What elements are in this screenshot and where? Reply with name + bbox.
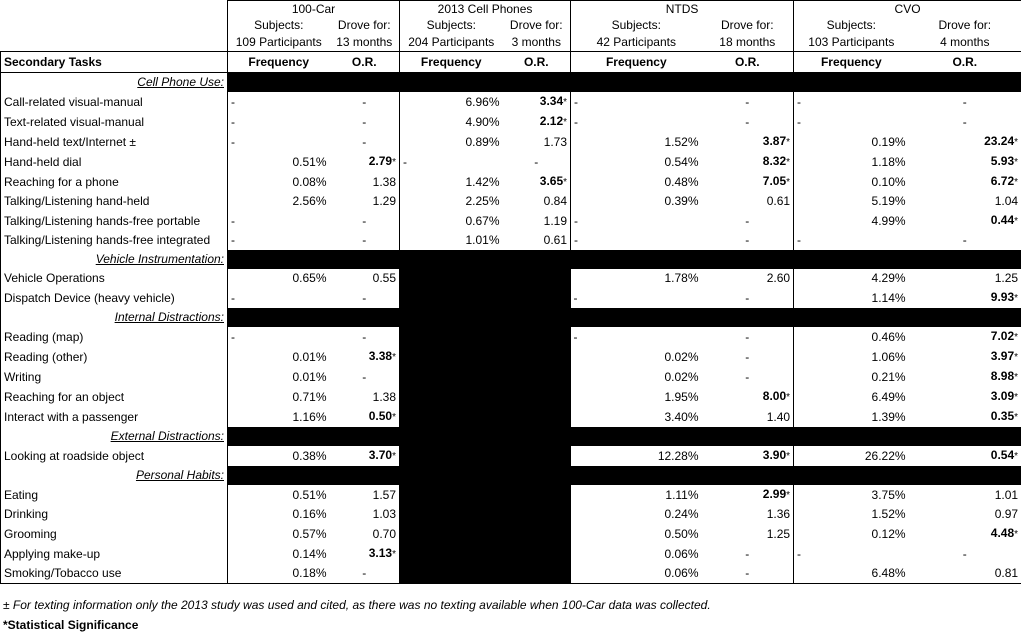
odds-ratio-value: 3.09 bbox=[990, 389, 1015, 403]
task-label: Interact with a passenger bbox=[1, 407, 228, 427]
section-bar bbox=[228, 308, 1021, 327]
participants-value: 204 Participants bbox=[400, 33, 503, 52]
frequency-cell: - bbox=[231, 213, 235, 228]
frequency-cell: 6.96% bbox=[465, 94, 500, 109]
table-row bbox=[1, 485, 1021, 505]
subjects-label: Subjects: bbox=[426, 18, 476, 32]
odds-ratio-cell: - bbox=[702, 231, 794, 250]
significance-mark: * bbox=[1014, 216, 1019, 227]
frequency-cell: 0.48% bbox=[664, 174, 699, 189]
significance-mark: * bbox=[1014, 529, 1019, 540]
table-row bbox=[1, 211, 1021, 231]
odds-ratio-value: 2.79 bbox=[368, 154, 393, 168]
or-header: O.R. bbox=[702, 52, 794, 73]
table-row bbox=[1, 231, 1021, 250]
odds-ratio-cell bbox=[909, 407, 1021, 427]
frequency-cell: 0.54% bbox=[664, 154, 699, 169]
table-row bbox=[1, 387, 1021, 407]
frequency-cell: 1.52% bbox=[871, 507, 906, 521]
task-label: Talking/Listening hand-held bbox=[1, 192, 228, 211]
odds-ratio-cell: 1.29 bbox=[330, 192, 400, 211]
odds-ratio-cell: 1.19 bbox=[503, 211, 571, 231]
odds-ratio-cell: - bbox=[330, 367, 400, 387]
significance-mark: * bbox=[563, 117, 568, 128]
odds-ratio-value: 9.93 bbox=[990, 290, 1015, 304]
odds-ratio-cell: 0.55 bbox=[330, 269, 400, 288]
frequency-cell: 0.02% bbox=[664, 369, 699, 384]
frequency-cell: 0.12% bbox=[871, 526, 906, 541]
odds-ratio-cell: 1.40 bbox=[702, 407, 794, 427]
frequency-cell: 6.49% bbox=[871, 389, 906, 404]
odds-ratio-cell bbox=[503, 92, 571, 112]
odds-ratio-cell: 1.25 bbox=[702, 524, 794, 544]
no-data-block bbox=[400, 564, 571, 584]
task-label: Hand-held text/Internet ± bbox=[1, 132, 228, 152]
group-name-row bbox=[1, 1, 1021, 18]
table-row bbox=[1, 172, 1021, 192]
table-row bbox=[1, 112, 1021, 132]
drove-value: 13 months bbox=[330, 33, 400, 52]
frequency-cell: - bbox=[231, 233, 235, 247]
task-label: Hand-held dial bbox=[1, 152, 228, 172]
section-label: Cell Phone Use: bbox=[1, 73, 228, 93]
odds-ratio-value: 8.98 bbox=[990, 369, 1015, 383]
frequency-cell: 0.01% bbox=[292, 349, 327, 364]
no-data-block bbox=[400, 387, 571, 407]
task-label: Eating bbox=[1, 485, 228, 505]
odds-ratio-cell: - bbox=[330, 288, 400, 308]
or-header: O.R. bbox=[330, 52, 400, 73]
odds-ratio-cell bbox=[702, 172, 794, 192]
task-label: Reaching for an object bbox=[1, 387, 228, 407]
frequency-cell: - bbox=[573, 329, 578, 344]
frequency-cell: - bbox=[231, 134, 235, 149]
significance-mark: * bbox=[1014, 137, 1019, 148]
odds-ratio-value: 2.99 bbox=[762, 487, 787, 501]
frequency-cell: 4.29% bbox=[871, 271, 906, 285]
significance-mark: * bbox=[786, 157, 791, 168]
odds-ratio-value: 7.02 bbox=[990, 329, 1015, 343]
odds-ratio-cell: 0.97 bbox=[909, 505, 1021, 524]
odds-ratio-value: 3.97 bbox=[990, 349, 1015, 363]
odds-ratio-cell bbox=[909, 347, 1021, 367]
odds-ratio-cell: - bbox=[702, 347, 794, 367]
group-name: 100-Car bbox=[228, 1, 400, 18]
significance-mark: * bbox=[392, 412, 397, 423]
section-row bbox=[1, 308, 1021, 327]
frequency-header: Frequency bbox=[228, 52, 330, 73]
odds-ratio-cell: - bbox=[702, 112, 794, 132]
odds-ratio-cell bbox=[503, 172, 571, 192]
drove-value: 4 months bbox=[909, 33, 1021, 52]
odds-ratio-cell: 0.61 bbox=[503, 231, 571, 250]
odds-ratio-cell: - bbox=[330, 231, 400, 250]
frequency-cell: 1.06% bbox=[871, 349, 906, 364]
subjects-label: Subjects: bbox=[611, 18, 661, 32]
significance-mark: * bbox=[786, 392, 791, 403]
drove-label: Drove for: bbox=[702, 17, 794, 33]
frequency-cell: 26.22% bbox=[864, 448, 906, 463]
odds-ratio-cell: 1.03 bbox=[330, 505, 400, 524]
table-row bbox=[1, 269, 1021, 288]
task-label: Drinking bbox=[1, 505, 228, 524]
frequency-cell: 0.50% bbox=[664, 526, 699, 541]
odds-ratio-cell: - bbox=[702, 544, 794, 564]
section-label: Internal Distractions: bbox=[1, 308, 228, 327]
table-row bbox=[1, 564, 1021, 584]
frequency-cell: - bbox=[797, 233, 802, 247]
no-data-block bbox=[400, 327, 571, 347]
frequency-cell: - bbox=[231, 94, 235, 109]
odds-ratio-cell bbox=[909, 367, 1021, 387]
frequency-cell: 3.40% bbox=[664, 409, 699, 424]
odds-ratio-cell bbox=[909, 132, 1021, 152]
frequency-cell: 0.08% bbox=[292, 174, 327, 189]
significance-mark: * bbox=[392, 549, 397, 560]
column-header-row bbox=[1, 52, 1021, 73]
odds-ratio-cell bbox=[909, 387, 1021, 407]
significance-mark: * bbox=[786, 451, 791, 462]
significance-mark: * bbox=[786, 177, 791, 188]
task-label: Looking at roadside object bbox=[1, 446, 228, 466]
odds-ratio-cell: 1.38 bbox=[330, 172, 400, 192]
frequency-cell: 0.06% bbox=[571, 564, 702, 584]
significance-mark: * bbox=[786, 490, 791, 501]
frequency-cell: - bbox=[797, 114, 802, 129]
frequency-cell: - bbox=[797, 94, 802, 109]
section-row bbox=[1, 466, 1021, 485]
significance-mark: * bbox=[392, 157, 397, 168]
frequency-cell: 4.90% bbox=[465, 114, 500, 129]
odds-ratio-cell: - bbox=[909, 112, 1021, 132]
significance-mark: * bbox=[786, 137, 791, 148]
table-row bbox=[1, 367, 1021, 387]
odds-ratio-value: 8.32 bbox=[762, 154, 787, 168]
texting-footnote: ± For texting information only the 2013 study was used and cited, as there was no texting available when 100-Car data was collected. bbox=[3, 598, 711, 612]
odds-ratio-value: 5.93 bbox=[990, 154, 1015, 168]
significance-mark: * bbox=[1014, 332, 1019, 343]
frequency-cell: - bbox=[231, 114, 235, 129]
group-name: 2013 Cell Phones bbox=[400, 1, 571, 18]
table-row bbox=[1, 152, 1021, 172]
frequency-cell: - bbox=[574, 233, 579, 247]
table-row bbox=[1, 288, 1021, 308]
frequency-cell: - bbox=[403, 154, 408, 169]
task-label: Talking/Listening hands-free portable bbox=[1, 211, 228, 231]
task-label: Vehicle Operations bbox=[1, 269, 228, 288]
section-label: Vehicle Instrumentation: bbox=[1, 250, 228, 269]
table-row bbox=[1, 327, 1021, 347]
task-label: Dispatch Device (heavy vehicle) bbox=[1, 288, 228, 308]
significance-mark: * bbox=[1014, 157, 1019, 168]
frequency-cell: 1.78% bbox=[664, 271, 699, 285]
table-row bbox=[1, 446, 1021, 466]
odds-ratio-cell: - bbox=[909, 92, 1021, 112]
no-data-block bbox=[400, 347, 571, 367]
odds-ratio-cell bbox=[702, 152, 794, 172]
no-data-block bbox=[400, 407, 571, 427]
frequency-cell: - bbox=[573, 290, 578, 305]
frequency-cell: - bbox=[231, 290, 235, 305]
frequency-cell: 12.28% bbox=[657, 448, 699, 463]
odds-ratio-cell: 0.81 bbox=[909, 564, 1021, 584]
section-row bbox=[1, 73, 1021, 93]
significance-mark: * bbox=[563, 177, 568, 188]
odds-ratio-cell: - bbox=[330, 211, 400, 231]
frequency-cell: 0.71% bbox=[292, 389, 327, 404]
frequency-header: Frequency bbox=[400, 52, 503, 73]
no-data-block bbox=[400, 446, 571, 466]
odds-ratio-cell: - bbox=[330, 327, 400, 347]
significance-mark: * bbox=[1014, 451, 1019, 462]
table-row bbox=[1, 192, 1021, 211]
odds-ratio-cell: 0.61 bbox=[702, 192, 794, 211]
odds-ratio-cell: - bbox=[909, 231, 1021, 250]
frequency-cell: 0.16% bbox=[292, 507, 327, 521]
odds-ratio-cell: 1.25 bbox=[909, 269, 1021, 288]
odds-ratio-cell: 0.70 bbox=[330, 524, 400, 544]
task-label: Smoking/Tobacco use bbox=[1, 564, 228, 584]
odds-ratio-cell: - bbox=[330, 132, 400, 152]
frequency-cell: 0.19% bbox=[871, 134, 906, 149]
frequency-cell: 0.18% bbox=[228, 564, 330, 584]
frequency-cell: 2.25% bbox=[465, 194, 500, 208]
odds-ratio-cell bbox=[909, 152, 1021, 172]
table-row bbox=[1, 132, 1021, 152]
frequency-cell: - bbox=[574, 114, 579, 129]
odds-ratio-cell: 1.01 bbox=[909, 485, 1021, 505]
table-row bbox=[1, 92, 1021, 112]
odds-ratio-cell bbox=[702, 485, 794, 505]
drove-label: Drove for: bbox=[330, 17, 400, 33]
odds-ratio-value: 4.48 bbox=[990, 526, 1015, 540]
section-label: Personal Habits: bbox=[1, 466, 228, 485]
frequency-cell: 0.57% bbox=[292, 526, 327, 541]
odds-ratio-value: 3.70 bbox=[368, 448, 393, 462]
drove-value: 18 months bbox=[702, 33, 794, 52]
odds-ratio-cell: - bbox=[702, 92, 794, 112]
frequency-cell: - bbox=[574, 94, 579, 109]
significance-mark: * bbox=[392, 451, 397, 462]
frequency-cell: 1.14% bbox=[871, 290, 906, 305]
frequency-cell: 3.75% bbox=[871, 487, 906, 502]
frequency-cell: 1.18% bbox=[871, 154, 906, 169]
significance-mark: * bbox=[1014, 177, 1019, 188]
odds-ratio-cell bbox=[702, 446, 794, 466]
frequency-cell: 0.51% bbox=[292, 487, 327, 502]
odds-ratio-value: 0.35 bbox=[990, 409, 1015, 423]
section-bar bbox=[228, 466, 1021, 485]
task-label: Reading (other) bbox=[1, 347, 228, 367]
secondary-tasks-header: Secondary Tasks bbox=[1, 52, 228, 73]
frequency-cell: 0.39% bbox=[664, 194, 699, 208]
participants-row bbox=[1, 33, 1021, 52]
odds-ratio-cell: - bbox=[330, 112, 400, 132]
frequency-cell: 0.01% bbox=[292, 369, 327, 384]
no-data-block bbox=[400, 544, 571, 564]
odds-ratio-cell: - bbox=[702, 367, 794, 387]
section-label: External Distractions: bbox=[1, 427, 228, 446]
group-name: CVO bbox=[794, 1, 1021, 18]
odds-ratio-cell bbox=[330, 152, 400, 172]
drove-value: 3 months bbox=[503, 33, 571, 52]
odds-ratio-cell: 1.38 bbox=[330, 387, 400, 407]
frequency-cell: 1.52% bbox=[664, 134, 699, 149]
frequency-cell: 1.11% bbox=[665, 487, 699, 502]
odds-ratio-value: 3.65 bbox=[539, 174, 564, 188]
task-label: Talking/Listening hands-free integrated bbox=[1, 231, 228, 250]
significance-mark: * bbox=[1014, 412, 1019, 423]
significance-mark: * bbox=[392, 352, 397, 363]
table-row bbox=[1, 505, 1021, 524]
frequency-cell: 1.95% bbox=[664, 389, 699, 404]
no-data-block bbox=[400, 269, 571, 288]
subjects-label: Subjects: bbox=[228, 17, 330, 33]
significance-mark: * bbox=[1014, 392, 1019, 403]
odds-ratio-cell: 1.57 bbox=[330, 485, 400, 505]
frequency-cell: 0.46% bbox=[871, 329, 906, 344]
odds-ratio-cell bbox=[909, 172, 1021, 192]
frequency-cell: 0.02% bbox=[664, 349, 699, 364]
odds-ratio-cell: 1.73 bbox=[503, 132, 571, 152]
frequency-cell: 1.39% bbox=[871, 409, 906, 424]
group-name: NTDS bbox=[571, 1, 794, 18]
odds-ratio-cell: - bbox=[702, 327, 794, 347]
odds-ratio-cell: 1.36 bbox=[702, 505, 794, 524]
table-row bbox=[1, 347, 1021, 367]
no-data-block bbox=[400, 485, 571, 505]
subjects-row bbox=[1, 17, 1021, 33]
odds-ratio-value: 23.24 bbox=[984, 134, 1015, 148]
no-data-block bbox=[400, 288, 571, 308]
odds-ratio-value: 3.13 bbox=[368, 546, 393, 560]
odds-ratio-cell: - bbox=[330, 92, 400, 112]
odds-ratio-cell bbox=[330, 446, 400, 466]
frequency-cell: 0.38% bbox=[292, 448, 327, 463]
frequency-cell: - bbox=[231, 329, 235, 344]
frequency-header: Frequency bbox=[571, 52, 702, 73]
or-header: O.R. bbox=[503, 52, 571, 73]
odds-ratio-value: 3.87 bbox=[762, 134, 787, 148]
task-label: Reaching for a phone bbox=[1, 172, 228, 192]
odds-ratio-cell bbox=[330, 347, 400, 367]
section-bar bbox=[228, 73, 1021, 93]
odds-ratio-cell: - bbox=[702, 211, 794, 231]
frequency-cell: 0.10% bbox=[871, 174, 906, 189]
significance-footnote: *Statistical Significance bbox=[3, 618, 139, 632]
odds-ratio-value: 2.12 bbox=[539, 114, 564, 128]
frequency-header: Frequency bbox=[794, 52, 909, 73]
odds-ratio-cell bbox=[330, 407, 400, 427]
frequency-cell: 0.14% bbox=[292, 546, 327, 561]
odds-ratio-cell bbox=[503, 112, 571, 132]
frequency-cell: 0.65% bbox=[292, 271, 327, 285]
odds-ratio-value: 0.54 bbox=[990, 448, 1015, 462]
frequency-cell: - bbox=[574, 213, 579, 228]
odds-ratio-cell bbox=[702, 387, 794, 407]
frequency-cell: 0.24% bbox=[664, 507, 699, 521]
odds-ratio-cell bbox=[909, 524, 1021, 544]
odds-ratio-cell: 1.04 bbox=[909, 192, 1021, 211]
no-data-block bbox=[400, 505, 571, 524]
odds-ratio-value: 0.44 bbox=[990, 213, 1015, 227]
significance-mark: * bbox=[563, 97, 568, 108]
frequency-cell: 1.16% bbox=[292, 409, 327, 424]
task-label: Reading (map) bbox=[1, 327, 228, 347]
participants-value: 42 Participants bbox=[571, 33, 702, 52]
section-bar bbox=[228, 250, 1021, 269]
odds-ratio-cell: 0.84 bbox=[503, 192, 571, 211]
odds-ratio-cell bbox=[909, 288, 1021, 308]
odds-ratio-value: 7.05 bbox=[762, 174, 787, 188]
no-data-block bbox=[400, 367, 571, 387]
frequency-cell: 1.42% bbox=[465, 174, 500, 189]
section-row bbox=[1, 427, 1021, 446]
frequency-cell: 5.19% bbox=[871, 194, 906, 208]
frequency-cell: 6.48% bbox=[794, 564, 909, 584]
drove-label: Drove for: bbox=[909, 17, 1021, 33]
significance-mark: * bbox=[1014, 352, 1019, 363]
task-label: Call-related visual-manual bbox=[1, 92, 228, 112]
odds-ratio-value: 3.34 bbox=[539, 94, 564, 108]
participants-value: 109 Participants bbox=[228, 33, 330, 52]
frequency-cell: - bbox=[797, 546, 802, 561]
frequency-cell: 0.51% bbox=[292, 154, 327, 169]
odds-ratio-cell bbox=[330, 544, 400, 564]
odds-ratio-cell: - bbox=[909, 544, 1021, 564]
significance-mark: * bbox=[1014, 372, 1019, 383]
odds-ratio-value: 3.90 bbox=[762, 448, 787, 462]
section-bar bbox=[228, 427, 1021, 446]
odds-ratio-cell bbox=[909, 211, 1021, 231]
frequency-cell: 0.21% bbox=[871, 369, 906, 384]
task-label: Grooming bbox=[1, 524, 228, 544]
odds-ratio-value: 8.00 bbox=[762, 389, 787, 403]
frequency-cell: 0.89% bbox=[465, 134, 500, 149]
odds-ratio-cell: 2.60 bbox=[702, 269, 794, 288]
odds-ratio-cell: - bbox=[503, 152, 571, 172]
odds-ratio-cell bbox=[909, 446, 1021, 466]
odds-ratio-value: 3.38 bbox=[368, 349, 393, 363]
odds-ratio-cell: - bbox=[702, 564, 794, 584]
odds-ratio-cell: - bbox=[702, 288, 794, 308]
table-row bbox=[1, 544, 1021, 564]
table-row bbox=[1, 407, 1021, 427]
section-row bbox=[1, 250, 1021, 269]
frequency-cell: 4.99% bbox=[871, 213, 906, 228]
frequency-cell: 2.56% bbox=[292, 194, 327, 208]
frequency-cell: 0.67% bbox=[465, 213, 500, 228]
odds-ratio-cell: - bbox=[330, 564, 400, 584]
participants-value: 103 Participants bbox=[794, 33, 909, 52]
table-row bbox=[1, 524, 1021, 544]
odds-ratio-cell bbox=[702, 132, 794, 152]
drove-label: Drove for: bbox=[503, 17, 571, 33]
significance-mark: * bbox=[1014, 293, 1019, 304]
frequency-cell: 1.01% bbox=[465, 233, 500, 247]
frequency-cell: 0.06% bbox=[664, 546, 699, 561]
odds-ratio-value: 0.50 bbox=[368, 409, 393, 423]
task-label: Applying make-up bbox=[1, 544, 228, 564]
odds-ratio-cell bbox=[909, 327, 1021, 347]
odds-ratio-value: 6.72 bbox=[990, 174, 1015, 188]
task-label: Text-related visual-manual bbox=[1, 112, 228, 132]
subjects-label: Subjects: bbox=[826, 18, 876, 32]
or-header: O.R. bbox=[909, 52, 1021, 73]
task-label: Writing bbox=[1, 367, 228, 387]
no-data-block bbox=[400, 524, 571, 544]
